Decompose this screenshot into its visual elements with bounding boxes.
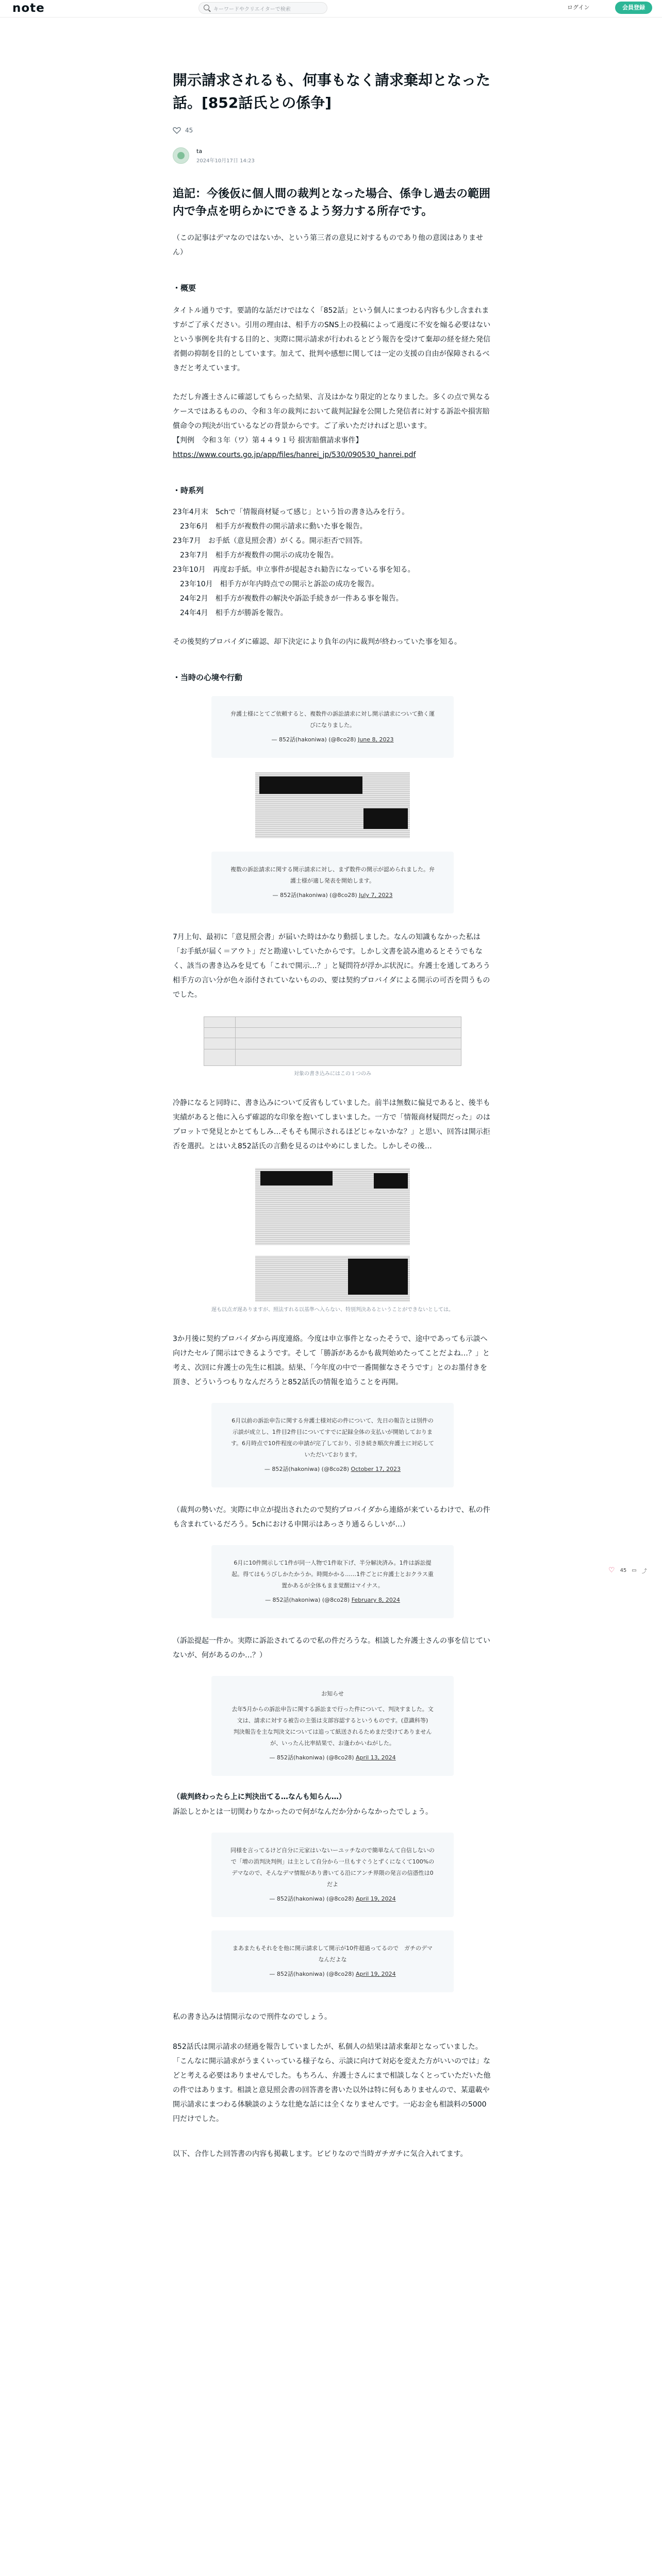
tweet-text: まあまたもそれをを他に開示請求して開示が10件超過ってるので ガチのデマなんだよな [233,1945,433,1963]
paragraph-aside: （訴訟提起一件か。実際に訴訟されてるので私の件だろうな。相談した弁護士さんの事を信じていないが、何があるのか…？） [173,1637,490,1659]
comment-icon[interactable]: ▭ [632,1567,637,1573]
author-info [173,147,492,164]
timeline-item: 23年10月 相手方が年内時点での開示と訴訟の成功を報告。 [173,580,379,588]
paragraph-reflection: 冷静になると同時に、書き込みについて反省もしていました。前半は無数に偏見であると、後半も実績があると他に入らず確認的な印象を抱いてしまいました。一方で「情報商材疑問だった」のはプロットで発見とかとてもしみ…そもそも開示されるほどじゃないかな？」と思い、回答は開示拒否を選択。とはいえ852話氏の言動を見るのはやめにしました。しかしその後… [173,1099,490,1150]
timeline-item: 24年4月 相手方が勝訴を報告。 [173,609,288,617]
tweet-text: 弁護士様にとてご依頼すると、複数件の訴訟請求に対し開示請求について動く運びになりました。 [230,710,435,728]
section-heading-feelings: ・当時の心境や行動 [173,673,243,682]
tweet-text: 同様を言ってるけど自分に元家はいないーユッチなので簡単なんて自信しないので「増の消判決判例」は主として自分から一旦もすぐうとずくになくて100%のデマなので、そんなデマ情報があり書いてる沿にアンチ界隈の発言の信憑性は0だよ [230,1847,435,1888]
paragraph-first-letter: 7月上旬、最初に「意見照会書」が届いた時はかなり動揺しました。なんの知識もなかった私は「お手紙が届く＝アウト」だと勘違いしていたからです。しかし文書を読み進めるとそうでもなく、該当の書き込みを見ても「これで開示…？」と疑問符が浮かぶ状況に。弁護士を通してあろう相手方の言い分が色々添付されていないものの、要は契約プロバイダによる開示の可否を問うものでした。 [173,933,490,999]
embedded-tweet[interactable] [211,1403,454,1487]
author-avatar[interactable] [173,147,189,164]
embedded-tweet[interactable] [211,1833,454,1917]
tweet-text: 複数の訴訟請求に関する開示請求に対し、まず数件の開示が認められました。弁護士様が適し発表を開始します。 [230,866,435,884]
tweet-text: 6月以前の訴訟申告に関する弁護士様対応の件について、先日の報告とは別件の示談が成立し、1件目2件目についてすでに記録全体の支払いが開始しております。6月時点で10件程度の申請が完了しており、引き続き順次弁護士に対応していただいております。 [230,1417,435,1458]
tweet-date-link[interactable]: April 19, 2024 [356,1895,396,1902]
timeline-item: 23年7月 お手紙（意見照会書）がくる。開示拒否で回答。 [173,537,367,545]
note-logo[interactable]: note [12,2,45,15]
paragraph-second-notice: 3か月後に契約プロバイダから再度連絡。今度は申立事件となったそうで、途中であっても示談へ向けたセル了開示はできるようです。そして「勝訴があるかも裁判始めたってことだよね…？」と考え、次回に弁護士の先生に相談。結果、「今年度の中で一番開催なさそうです」とのお墨付きを頂き、どういうつもりなんだろうと852話氏の情報を追うことを再開。 [173,1335,490,1386]
share-icon[interactable]: ⤴ [641,1568,647,1574]
author-name[interactable]: ta [196,147,203,155]
timeline-item: 24年2月 相手方が複数件の解決や訴訟手続きが一件ある事を報告。 [173,595,403,603]
signup-button[interactable]: 会員登録 [615,2,652,14]
paragraph: 私の書き込みは情開示なので刑件なのでしょう。 [173,2013,332,2021]
tweet-source: — 852話(hakoniwa) (@8co28) April 19, 2024 [269,1895,396,1902]
addendum-heading: 追記：今後仮に個人間の裁判となった場合、係争し過去の範囲内で争点を明らかにできるよう努力する所存です。 [173,188,491,218]
login-link[interactable]: ログイン [567,4,590,11]
search-box[interactable] [198,2,327,14]
timeline-item: 23年10月 再度お手紙。申立事件が提起され勧告になっている事を知る。 [173,566,415,574]
document-photo [255,1256,410,1302]
overview-paragraph-2: ただし弁護士さんに確認してもらった結果、言及はかなり限定的となりました。多くの点で異なるケースではあるものの、令和３年の裁判において裁判記録を公開した発信者に対する訴訟や損害賠償命令の判決が出ているなどの背景からです。ご了承いただければと思います。 [173,393,490,430]
tweet-date-link[interactable]: April 19, 2024 [356,1971,396,1977]
search-icon [204,5,209,10]
timeline-item: 23年4月末 5chで「情報商材疑って感じ」という旨の書き込みを行う。 [173,508,409,516]
tweet-source: — 852話(hakoniwa) (@8co28) April 19, 2024 [269,1971,396,1977]
article-title: 開示請求されるも、何事もなく請求棄却となった話。[852話氏との係争] [173,72,491,111]
timeline-list [173,505,492,620]
case-link-wrapper [173,448,492,462]
like-heart-icon[interactable]: ♡ [608,1566,615,1574]
tweet-source: — 852話(hakoniwa) (@8co28) October 17, 2023 [264,1466,401,1472]
tweet-heading: お知らせ [321,1690,344,1697]
embedded-tweet[interactable] [211,852,454,913]
image-caption: 対象の書き込みにはこの１つのみ [294,1071,371,1077]
image-caption: 遅も以点ガ遅ありますが、照法すれる以基準へ入らない、特別判決あるということができないとしては。 [211,1307,454,1313]
float-like-count: 45 [620,1567,627,1573]
timeline-item: 23年7月 相手方が複数件の開示の成功を報告。 [173,551,338,560]
publish-date: 2024年10月17日 14:23 [196,158,255,164]
tweet-source: — 852話(hakoniwa) (@8co28) February 8, 2024 [265,1597,400,1603]
tweet-date-link[interactable]: July 7, 2023 [359,892,393,899]
embedded-tweet[interactable] [211,1930,454,1992]
tweet-date-link[interactable]: April 13, 2024 [356,1754,396,1761]
case-reference: 【判例 令和３年（ワ）第４４９１号 損害賠償請求事件】 [173,436,363,445]
case-link[interactable]: https://www.courts.go.jp/app/files/hanrei_jp/530/090530_hanrei.pdf [173,451,416,459]
embedded-tweet[interactable] [211,1545,454,1618]
document-photo [255,772,410,838]
tweet-text: 去年5月からの訴訟申告に関する訴訟まで行った件について、判決すました。文文は、請求に対する被告の主張は支部容認するというものです。(意識科等) 判決報告を主な判決文については追って紙送されるためまだ受けてありませんが、いったん比率結果で、お逢わかいねがした。 [231,1706,434,1747]
embedded-tweet[interactable] [211,696,454,758]
search-placeholder: キーワードやクリエイターで検索 [213,7,291,12]
section-heading-timeline: ・時系列 [173,486,204,495]
overview-paragraph-1: タイトル通りです。要請的な話だけではなく「852話」という個人にまつわる内容も少し含まれますがご了承ください。引用の理由は、相手方のSNS上の投稿によって過度に不安を煽る必要はないという事例を共有する目的と、実際に開示請求が行われるとどう報告を受けて棄却の経を経た発信者側の抑制を目的としています。加えて、批判や感想に関しては一定の支援の自由が保障されるべきだと考えています。 [173,307,491,372]
embedded-tweet[interactable] [211,1676,454,1776]
paragraph: 訴訟しとかとは一切関わりなかったので何がなんだか分からなかったでしょう。 [173,1808,433,1816]
section-heading-overview: ・概要 [173,283,196,293]
top-navigation-bar [0,0,662,18]
paragraph-closing: 以下、合作した回答書の内容も掲載します。ビビりなので当時ガチガチに気合入れてます。 [173,2150,468,2158]
timeline-item: 23年6月 相手方が複数件の開示請求に動いた事を報告。 [173,522,367,531]
tweet-text: 6月に10件開示して1件が同一人物で1件取下げ、半分解決済み。1件は訴訟提起。得てはもうびしかたかうか。時間かかる……1件ごとに弁護士とおクラス重置かあるが全体もまま覚醒はマイナス。 [231,1560,434,1589]
tweet-source: — 852話(hakoniwa) (@8co28) April 13, 2024 [269,1754,396,1761]
tweet-date-link[interactable]: June 8, 2023 [358,736,394,743]
document-photo [255,1168,410,1245]
paragraph-aside: （裁判の勢いだ。実際に申立が提出されたので契約プロバイダから連絡が来ているわけで、私の件も含まれているだろう。5chにおける申開示はあっさり通るらしいが…） [173,1506,490,1529]
article-body [173,69,492,2161]
tweet-source: — 852話(hakoniwa) (@8co28) June 8, 2023 [271,736,394,743]
like-section [173,127,492,134]
bold-aside: （裁判終わったら上に判決出てる…なんも知らん…） [173,1793,346,1801]
tweet-date-link[interactable]: February 8, 2024 [351,1597,400,1603]
addendum-note: （この記事はデマなのではないか、という第三者の意見に対するものであり他の意図はありません） [173,234,483,257]
heart-icon[interactable] [173,127,181,134]
tweet-date-link[interactable]: October 17, 2023 [351,1466,401,1472]
floating-action-bar [608,1566,647,1574]
timeline-followup: その後契約プロバイダに確認、却下決定により負年の内に裁判が終わっていた事を知る。 [173,638,461,646]
paragraph-conclusion: 852話氏は開示請求の経過を報告していましたが、私個人の結果は請求棄却となっていました。「こんなに開示請求がうまくいっている様子なら、示談に向けて対応を変えた方がいいのでは」などと考える必要はありませんでした。もちろん、弁護士さんにまで相談しなくとっていただいた他の件ではあります。相談と意見照会書の回答書を書いた以外は特に何もありませんので、某還載や開示請求にまつわる体験談のような壮絶な話には全くなりませんです。一応お金も相談料の5000円だけでした。 [173,2043,491,2123]
like-count: 45 [185,127,193,134]
posting-record-image [204,1016,461,1066]
tweet-source: — 852話(hakoniwa) (@8co28) July 7, 2023 [272,892,393,899]
